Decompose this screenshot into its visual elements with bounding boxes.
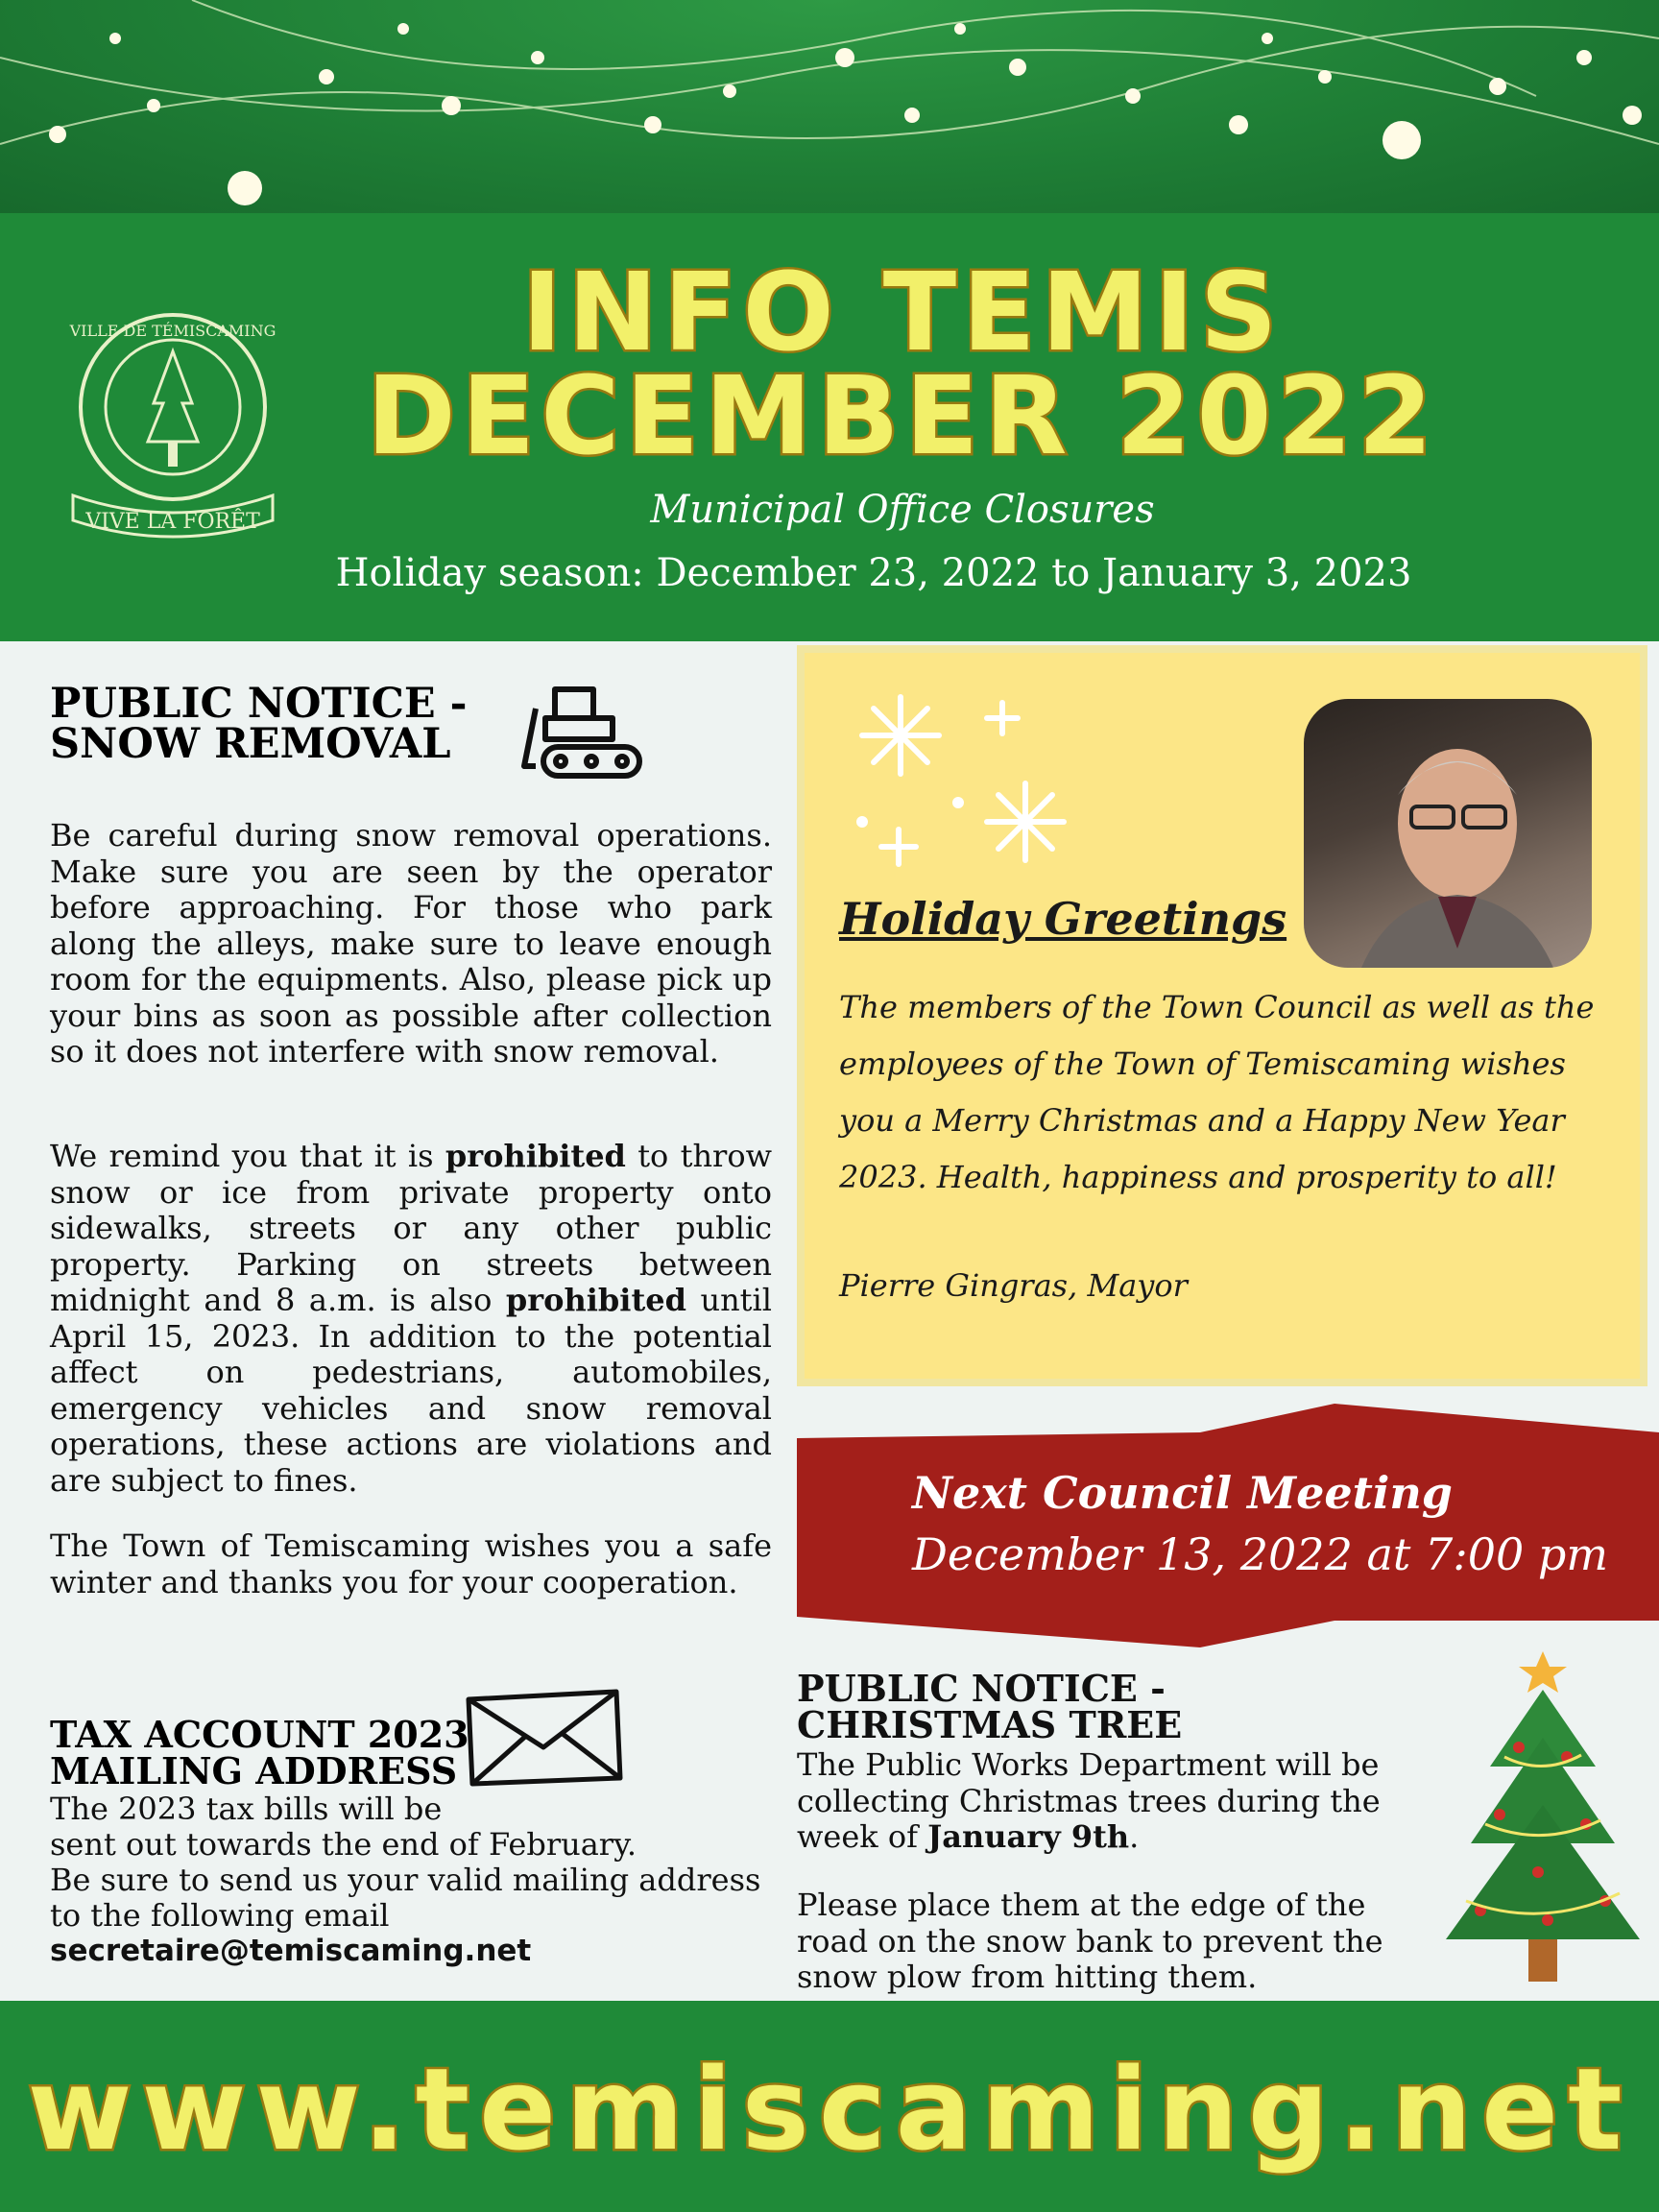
christmas-tree-heading bbox=[797, 1667, 1277, 1746]
tax-account-heading bbox=[50, 1713, 472, 1792]
holiday-greetings-text: The members of the Town Council as well as the employees of the Town of Temiscaming wishes you a Merry Christmas and a Happy New Year 2023. Health, happiness and prosperity to all! bbox=[839, 989, 1595, 1195]
snow-p2-bold-b: prohibited bbox=[505, 1282, 686, 1318]
snow-removal-heading bbox=[50, 680, 511, 768]
tree-paragraph-1 bbox=[797, 1747, 1431, 1856]
tax-email-address[interactable]: secretaire@temiscaming.net bbox=[50, 1934, 532, 1968]
snow-p2-bold-a: prohibited bbox=[445, 1138, 626, 1174]
newsletter-title-line2: DECEMBER 2022 bbox=[366, 354, 1439, 479]
seal-ring-text: VILLE DE TÉMISCAMING bbox=[69, 322, 276, 340]
seal-motto: VIVE LA FORÊT bbox=[85, 510, 260, 534]
snow-paragraph-2 bbox=[50, 1139, 772, 1499]
header-banner bbox=[0, 213, 1659, 641]
snow-paragraph-3: The Town of Temiscaming wishes you a safe winter and thanks you for your cooperation. bbox=[50, 1527, 772, 1600]
newsletter-title-line1: INFO TEMIS bbox=[521, 251, 1284, 375]
mayor-photo bbox=[1304, 699, 1592, 968]
snow-paragraph-1: Be careful during snow removal operations. Make sure you are seen by the operator before approaching. For those who park along the alleys, make sure to leave enough room for the equipments. Also, please pick up your bins as soon as possible after collection so it does not interfere with snow removal. bbox=[50, 817, 772, 1070]
snow-heading-line1: PUBLIC NOTICE - bbox=[50, 680, 468, 728]
lights-illustration bbox=[0, 0, 1659, 213]
footer-banner bbox=[0, 2001, 1659, 2212]
sparkles-decoration bbox=[833, 678, 1121, 899]
snow-p2-text-a: We remind you that it is bbox=[50, 1138, 445, 1174]
tree-p1-text-b: . bbox=[1129, 1818, 1140, 1855]
tree-paragraph-2: Please place them at the edge of the road on the snow bank to prevent the snow plow from hitting them. bbox=[797, 1887, 1383, 1995]
tax-line-2: sent out towards the end of February. bbox=[50, 1826, 637, 1863]
tax-heading-line2: MAILING ADDRESS bbox=[50, 1749, 458, 1792]
town-seal-logo bbox=[60, 307, 286, 547]
tree-p1-bold: January 9th bbox=[927, 1818, 1130, 1855]
christmas-tree-icon bbox=[1432, 1642, 1653, 1997]
holiday-greetings-box bbox=[797, 645, 1647, 1386]
holiday-greetings-title: Holiday Greetings bbox=[839, 893, 1287, 945]
closure-title: Municipal Office Closures bbox=[650, 488, 1155, 532]
envelope-icon bbox=[463, 1686, 626, 1790]
tax-heading-line1: TAX ACCOUNT 2023 bbox=[50, 1713, 469, 1756]
tax-line-1: The 2023 tax bills will be bbox=[50, 1791, 443, 1827]
ribbon-shape bbox=[797, 1404, 1659, 1647]
tax-line-3: Be sure to send us your valid mailing address bbox=[50, 1862, 761, 1898]
snow-plow-icon bbox=[517, 680, 651, 785]
council-meeting-ribbon bbox=[797, 1404, 1659, 1647]
website-url[interactable]: www.temiscaming.net bbox=[27, 2043, 1632, 2176]
tax-line-4: to the following email bbox=[50, 1897, 390, 1934]
tree-heading-line2: CHRISTMAS TREE bbox=[797, 1703, 1183, 1746]
snow-p2-text-c: until April 15, 2023. In addition to the potential affect on pedestrians, automobiles, emergency vehicles and snow removal operations, these actions are violations and are subject to fines. bbox=[50, 1282, 773, 1499]
string-lights-banner bbox=[0, 0, 1659, 213]
council-meeting-title: Next Council Meeting bbox=[912, 1467, 1453, 1519]
tree-p1-text-a: The Public Works Department will be collecting Christmas trees during the week of bbox=[797, 1746, 1381, 1855]
tree-heading-line1: PUBLIC NOTICE - bbox=[797, 1667, 1166, 1710]
council-meeting-date: December 13, 2022 at 7:00 pm bbox=[912, 1528, 1608, 1580]
mayor-signature: Pierre Gingras, Mayor bbox=[839, 1267, 1188, 1304]
tax-account-text bbox=[50, 1791, 780, 1969]
snow-heading-line2: SNOW REMOVAL bbox=[50, 720, 451, 768]
snow-p2-text-b: to throw snow or ice from private property onto sidewalks, streets or any other public property. Parking on streets between midnight and 8 a.m. is also bbox=[50, 1138, 773, 1318]
closure-dates: Holiday season: December 23, 2022 to January 3, 2023 bbox=[335, 551, 1412, 595]
